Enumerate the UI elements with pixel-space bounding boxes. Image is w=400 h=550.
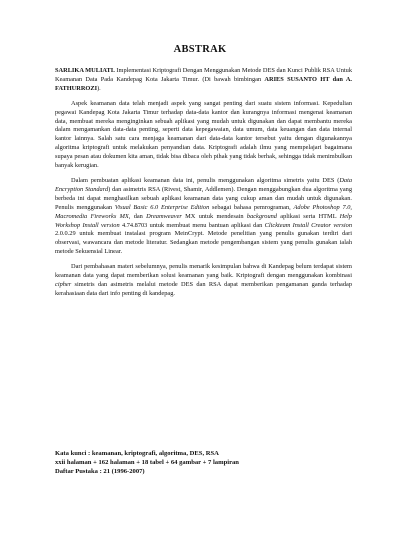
- paragraph-3: [55, 263, 352, 299]
- p2-text-f: aplikasi serta HTML: [276, 212, 340, 220]
- abstract-body: [55, 67, 352, 305]
- p2-text-c: sebagai bahasa pemrograman,: [209, 203, 294, 211]
- advisors: ARIES SUSANTO HT dan A. FATHURROZI: [55, 75, 352, 92]
- p2-text-h: 2.0.0.29 untuk membuat instalasi program MeinCrypt. Metode penelitian yang penulis gunakan terdiri dari observasi, wawancara dan metode literatur. Sedangkan metode pengembangan sistem yang penulis gunakan ialah metode Sekuensial Linear.: [55, 230, 352, 256]
- p3-text-a: Dari pembahasan materi sebelumnya, penulis menarik kesimpulan bahwa di Kandepag belum terdapat sistem keamanan data yang dapat memberikan solusi keamanan yang baik. Kriptografi dengan menggunakan kombinasi: [55, 263, 352, 280]
- header-close: ).: [97, 84, 101, 92]
- p2-italic-g: Clickteam Install Creator version: [264, 221, 353, 229]
- keywords-line: Kata kunci : keamanan, kriptografi, algoritma, DES, RSA: [55, 450, 219, 457]
- p3-text-b: simetris dan asimetris melalui metode DES dan RSA dapat memberikan pengamanan ganda terhadap kerahasiaan data dari info penting di kandepag.: [55, 280, 352, 297]
- pages-line: xxii halaman + 162 halaman + 18 tabel + 64 gambar + 7 lampiran: [55, 459, 239, 467]
- p2-italic-b: Visual Basic 6.0 Enterprise Edition: [114, 203, 210, 211]
- p2-text-a: Dalam pembuatan aplikasi keamanan data ini, penulis menggunakan algoritma simetris yaitu DES (: [71, 176, 340, 184]
- author-name: SARLIKA MULIATI.: [55, 67, 115, 74]
- keywords-block: [55, 449, 352, 477]
- p3-italic-a: cipher: [55, 280, 72, 288]
- p2-italic-f: Help Workshop Install version: [55, 212, 352, 229]
- p2-italic-d: Dreamweaver: [146, 212, 182, 220]
- thesis-description: Implementasi Kriptografi Dengan Menggunakan Metode DES dan Kunci Publik RSA Untuk Keamanan Data Pada Kandepag Kota Jakarta Timur. (Di bawah bimbingan: [55, 67, 352, 83]
- p2-italic-c: Adobe Photoshop 7.0, Macromedia Fireworks MX: [55, 203, 352, 220]
- paragraph-1: Aspek keamanan data telah menjadi aspek yang sangat penting dari suatu sistem informasi. Kepedulian pegawai Kandepag Kota Jakarta Timur terhadap data-data kantor dan kurangnya informasi mengenai keamanan data, membuat mereka menginginkan sebuah aplikasi yang mudah untuk digunakan dan dapat membantu mereka dalam mengamankan data-data penting, seperti data kepegawaian, data umum, data keuangan dan data internal kantor lainnya. Salah satu cara menjaga keamanan dari data-data kantor tersebut yaitu dengan digunakannya algoritma kriptografi untuk melakukan penyandian data. Kriptografi adalah ilmu yang mempelajari bagaimana supaya pesan atau dokumen kita aman, tidak bisa dibaca oleh pihak yang tidak berhak, sehingga tidak menimbulkan banyak kerugian.: [55, 99, 352, 170]
- p2-text-g: 4.74.8703 untuk membuat menu bantuan aplikasi dan: [119, 221, 265, 229]
- p2-text-b: ) dan asimetris RSA (Rivest, Shamir, Addlemen). Dengan menggabungkan dua algoritma yang berbeda ini dapat menghasilkan sebuah aplikasi keamanan data yang cukup aman dan mudah untuk digunakan. Penulis menggunakan: [55, 185, 352, 211]
- header-paragraph: [55, 67, 352, 94]
- abstract-title: ABSTRAK: [173, 44, 227, 55]
- bibliography-line: Daftar Pustaka : 21 (1996-2007): [55, 468, 145, 476]
- p2-italic-e: background: [246, 212, 277, 220]
- paragraph-2: [55, 177, 352, 257]
- p2-text-e: MX untuk mendesain: [181, 212, 247, 220]
- p2-italic-a: Data Encryption Standard: [55, 176, 352, 193]
- p2-text-d: , dan: [128, 212, 147, 220]
